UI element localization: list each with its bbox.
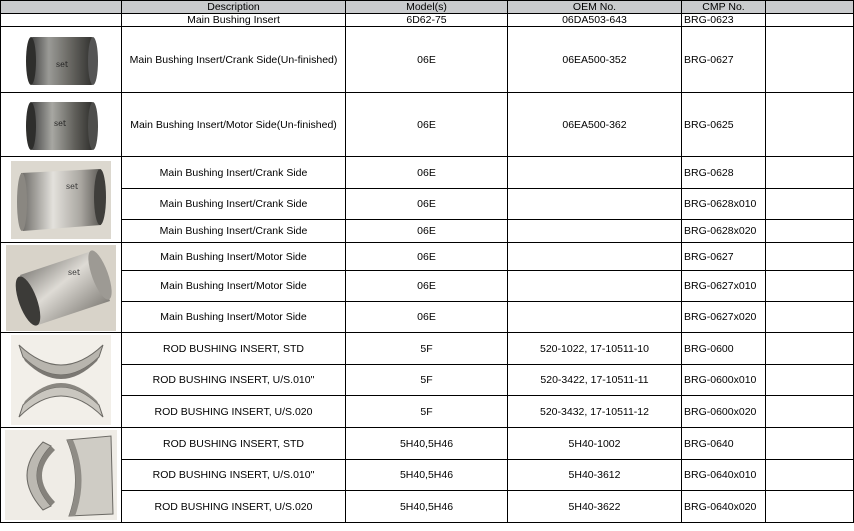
bushing-finished-photo (6, 245, 116, 331)
svg-text:set: set (66, 181, 79, 191)
image-cell (1, 333, 122, 428)
rod-bushing-halves-photo (11, 335, 111, 425)
table-row (1, 243, 854, 271)
bushing-finished-photo (11, 161, 111, 239)
oem-cell: 520-3422, 17-10511-11 (508, 365, 682, 396)
header-cmp: CMP No. (682, 1, 766, 14)
header-row (1, 1, 854, 14)
table-row (1, 157, 854, 189)
description-cell: Main Bushing Insert/Motor Side (122, 302, 346, 333)
image-cell-empty (1, 14, 122, 27)
header-description: Description (122, 1, 346, 14)
cmp-cell: BRG-0640x010 (682, 460, 766, 491)
description-cell: Main Bushing Insert/Crank Side (122, 220, 346, 243)
header-model: Model(s) (346, 1, 508, 14)
table-row (1, 271, 854, 302)
description-cell: Main Bushing Insert/Motor Side (122, 271, 346, 302)
model-cell: 06E (346, 157, 508, 189)
cmp-cell: BRG-0600 (682, 333, 766, 365)
oem-cell (508, 220, 682, 243)
cmp-cell: BRG-0625 (682, 93, 766, 157)
table-row (1, 365, 854, 396)
description-cell: ROD BUSHING INSERT, U/S.010" (122, 365, 346, 396)
extra-cell (766, 428, 854, 460)
model-cell: 5H40,5H46 (346, 428, 508, 460)
extra-cell (766, 157, 854, 189)
bushing-cylinder-photo (21, 96, 101, 154)
oem-cell: 06EA500-362 (508, 93, 682, 157)
rod-bushing-halves-photo (5, 430, 117, 520)
description-cell: ROD BUSHING INSERT, U/S.020 (122, 491, 346, 523)
oem-cell (508, 243, 682, 271)
cmp-cell: BRG-0627x010 (682, 271, 766, 302)
model-cell: 06E (346, 243, 508, 271)
model-cell: 5F (346, 333, 508, 365)
cmp-cell: BRG-0628 (682, 157, 766, 189)
model-cell: 5H40,5H46 (346, 491, 508, 523)
cmp-cell: BRG-0623 (682, 14, 766, 27)
extra-cell (766, 189, 854, 220)
oem-cell: 5H40-1002 (508, 428, 682, 460)
extra-cell (766, 271, 854, 302)
cmp-cell: BRG-0627x020 (682, 302, 766, 333)
cmp-cell: BRG-0627 (682, 243, 766, 271)
extra-cell (766, 491, 854, 523)
oem-cell: 5H40-3612 (508, 460, 682, 491)
extra-cell (766, 365, 854, 396)
model-cell: 06E (346, 220, 508, 243)
cmp-cell: BRG-0640x020 (682, 491, 766, 523)
description-cell: ROD BUSHING INSERT, U/S.020 (122, 396, 346, 428)
model-cell: 5H40,5H46 (346, 460, 508, 491)
model-cell: 06E (346, 302, 508, 333)
description-cell: ROD BUSHING INSERT, U/S.010" (122, 460, 346, 491)
extra-cell (766, 460, 854, 491)
description-cell: Main Bushing Insert/Crank Side(Un-finished) (122, 27, 346, 93)
image-cell (1, 157, 122, 243)
oem-cell (508, 157, 682, 189)
table-row (1, 396, 854, 428)
cmp-cell: BRG-0600x010 (682, 365, 766, 396)
table-row (1, 27, 854, 93)
description-cell: Main Bushing Insert (122, 14, 346, 27)
svg-text:set: set (56, 59, 69, 69)
oem-cell: 520-3432, 17-10511-12 (508, 396, 682, 428)
description-cell: Main Bushing Insert/Motor Side(Un-finished) (122, 93, 346, 157)
svg-text:set: set (68, 267, 81, 277)
extra-cell (766, 396, 854, 428)
extra-cell (766, 302, 854, 333)
svg-text:set: set (54, 118, 67, 128)
image-cell (1, 93, 122, 157)
image-cell (1, 243, 122, 333)
table-row (1, 189, 854, 220)
cmp-cell: BRG-0628x010 (682, 189, 766, 220)
description-cell: Main Bushing Insert/Crank Side (122, 157, 346, 189)
header-extra (766, 1, 854, 14)
model-cell: 06E (346, 27, 508, 93)
description-cell: ROD BUSHING INSERT, STD (122, 428, 346, 460)
header-oem: OEM No. (508, 1, 682, 14)
table-row (1, 491, 854, 523)
cmp-cell: BRG-0600x020 (682, 396, 766, 428)
oem-cell (508, 271, 682, 302)
model-cell: 5F (346, 396, 508, 428)
model-cell: 06E (346, 93, 508, 157)
extra-cell (766, 93, 854, 157)
table-row (1, 14, 854, 27)
oem-cell (508, 302, 682, 333)
oem-cell: 06DA503-643 (508, 14, 682, 27)
extra-cell (766, 220, 854, 243)
oem-cell: 520-1022, 17-10511-10 (508, 333, 682, 365)
image-cell (1, 428, 122, 523)
table-row (1, 428, 854, 460)
table-row (1, 93, 854, 157)
description-cell: Main Bushing Insert/Motor Side (122, 243, 346, 271)
description-cell: ROD BUSHING INSERT, STD (122, 333, 346, 365)
oem-cell: 5H40-3622 (508, 491, 682, 523)
cmp-cell: BRG-0627 (682, 27, 766, 93)
oem-cell: 06EA500-352 (508, 27, 682, 93)
model-cell: 6D62-75 (346, 14, 508, 27)
description-cell: Main Bushing Insert/Crank Side (122, 189, 346, 220)
cmp-cell: BRG-0628x020 (682, 220, 766, 243)
extra-cell (766, 27, 854, 93)
header-image (1, 1, 122, 14)
extra-cell (766, 333, 854, 365)
bushing-cylinder-photo (21, 31, 101, 89)
cmp-cell: BRG-0640 (682, 428, 766, 460)
model-cell: 06E (346, 271, 508, 302)
extra-cell (766, 243, 854, 271)
oem-cell (508, 189, 682, 220)
table-row (1, 333, 854, 365)
image-cell (1, 27, 122, 93)
table-row (1, 302, 854, 333)
table-row (1, 220, 854, 243)
model-cell: 06E (346, 189, 508, 220)
model-cell: 5F (346, 365, 508, 396)
extra-cell (766, 14, 854, 27)
table-row (1, 460, 854, 491)
